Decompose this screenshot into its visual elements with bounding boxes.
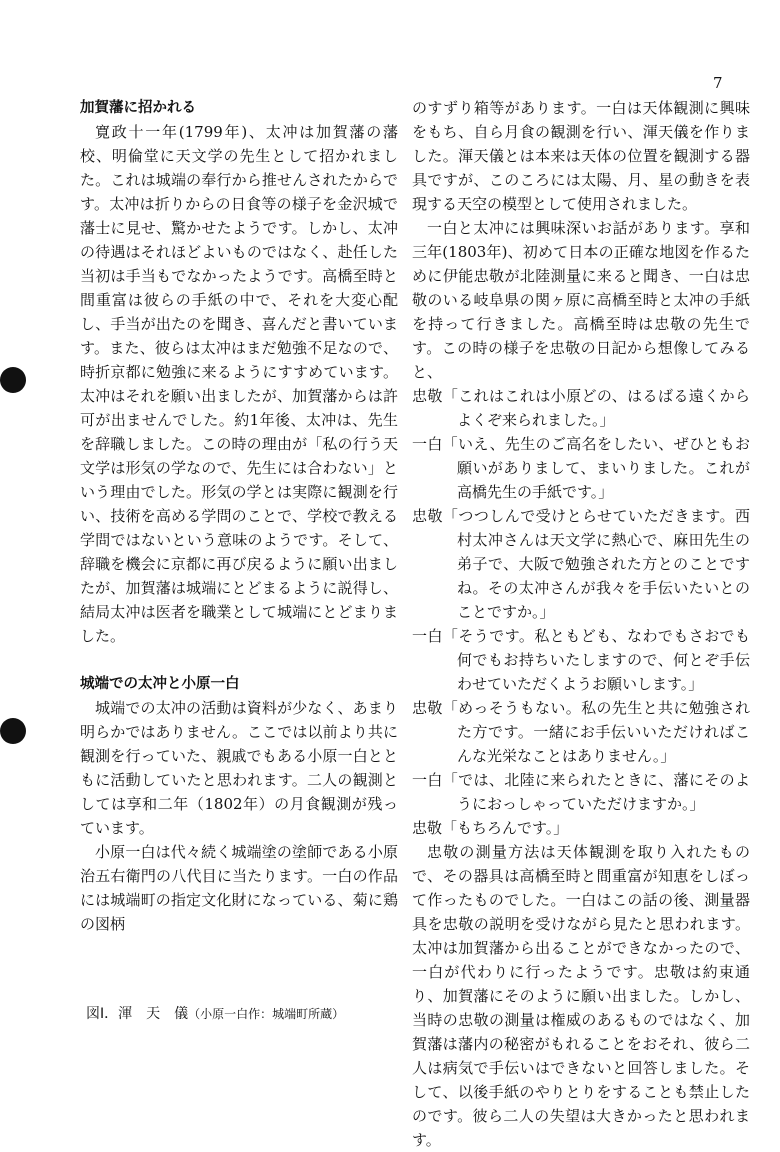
section-heading: 加賀藩に招かれる xyxy=(80,100,196,116)
body-paragraph: 忠敬の測量方法は天体観測を取り入れたもので、その器具は高橋至時と間重富が知恵をしぼって作ったものでした。一白はこの話の後、測量器具を忠敬の説明を受けながら見たと思われます。太冲は加賀藩から出ることができなかったので、一白が代わりに行ったようです。忠敬は約束通り、加賀藩にそのように願い出ました。しかし、当時の忠敬の測量は権威のあるものではなく、加賀藩は藩内の秘密がもれることをおそれ、彼ら二人は病気で手伝いはできないと回答しました。そして、以後手紙のやりとりをすることも禁止したのです。彼ら二人の失望は大きかったと思われます。 xyxy=(412,843,750,1149)
body-paragraph: 一白と太冲には興味深いお話があります。享和三年(1803年)、初めて日本の正確な地図を作るために伊能忠敬が北陸測量に来ると聞き、一白は忠敬のいる岐阜県の関ヶ原に高橋至時と太冲の手紙を持って行きました。高橋至時は忠敬の先生です。この時の様子を忠敬の日記から想像してみると、 xyxy=(412,219,750,381)
dialogue-line: 忠敬「めっそうもない。私の先生と共に勉強された方です。一緒にお手伝いいただければこんな光栄なことはありません。」 xyxy=(412,699,750,765)
section-heading: 城端での太冲と小原一白 xyxy=(80,676,240,692)
dialogue-line: 忠敬「これはこれは小原どの、はるばる遠くからよくぞ来られました。」 xyxy=(412,387,750,429)
binder-hole xyxy=(0,367,26,393)
figure-caption xyxy=(86,1003,344,1023)
body-paragraph: 城端での太冲の活動は資料が少なく、あまり明らかではありません。ここでは以前より共に観測を行っていた、親戚でもある小原一白とともに活動していたと思われます。二人の観測としては享和二年（1802年）の月食観測が残っています。 xyxy=(80,699,398,837)
dialogue-line: 一白「いえ、先生のご高名をしたい、ぜひともお願いがありまして、まいりました。これが高橋先生の手紙です。」 xyxy=(412,435,750,501)
caption-note: （小原一白作：城端町所蔵） xyxy=(188,1007,345,1021)
body-paragraph: のすずり箱等があります。一白は天体観測に興味をもち、自ら月食の観測を行い、渾天儀を作りました。渾天儀とは本来は天体の位置を観測する器具ですが、このころには太陽、月、星の動きを表現する天空の模型として使用されました。 xyxy=(412,99,750,213)
right-column xyxy=(412,96,750,1152)
dialogue-line: 一白「そうです。私ともども、なわでもさおでも何でもお持ちいたしますので、何とぞ手伝わせていただくようお願いします。」 xyxy=(412,627,750,693)
dialogue-line: 忠敬「もちろんです。」 xyxy=(412,819,569,837)
page-number: 7 xyxy=(713,74,723,92)
body-paragraph: 寛政十一年(1799年)、太冲は加賀藩の藩校、明倫堂に天文学の先生として招かれました。これは城端の奉行から推せんされたからです。太冲は折りからの日食等の様子を金沢城で藩士に見せ、驚かせたようです。しかし、太冲の待遇はそれほどよいものではなく、赴任した当初は手当もでなかったようです。高橋至時と間重富は彼らの手紙の中で、それを大変心配し、手当が出たのを聞き、喜んだと書いています。また、彼らは太冲はまだ勉強不足なので、時折京都に勉強に来るようにすすめています。太冲はそれを願い出ましたが、加賀藩からは許可が出ませんでした。約1年後、太冲は、先生を辞職しました。この時の理由が「私の行う天文学は形気の学なので、先生には合わない」という理由でした。形気の学とは実際に観測を行い、技術を高める学問のことで、学校で教える学問ではないという意味のようです。そして、辞職を機会に京都に再び戻るように願い出ましたが、加賀藩は城端にとどまるように説得し、結局太冲は医者を職業として城端にとどまりました。 xyxy=(80,123,398,645)
caption-title: 図Ⅰ．渾 天 儀 xyxy=(86,1006,189,1022)
dialogue-line: 忠敬「つつしんで受けとらせていただきます。西村太冲さんは天文学に熱心で、麻田先生の弟子で、大阪で勉強された方とのことですね。その太冲さんが我々を手伝いたいとのことですか。」 xyxy=(412,507,750,621)
binder-hole xyxy=(0,718,26,744)
left-column xyxy=(80,96,398,936)
body-paragraph: 小原一白は代々続く城端塗の塗師である小原治五右衛門の八代目に当たります。一白の作品には城端町の指定文化財になっている、菊に鶏の図柄 xyxy=(80,843,398,933)
dialogue-line: 一白「では、北陸に来られたときに、藩にそのようにおっしゃっていただけますか。」 xyxy=(412,771,750,813)
